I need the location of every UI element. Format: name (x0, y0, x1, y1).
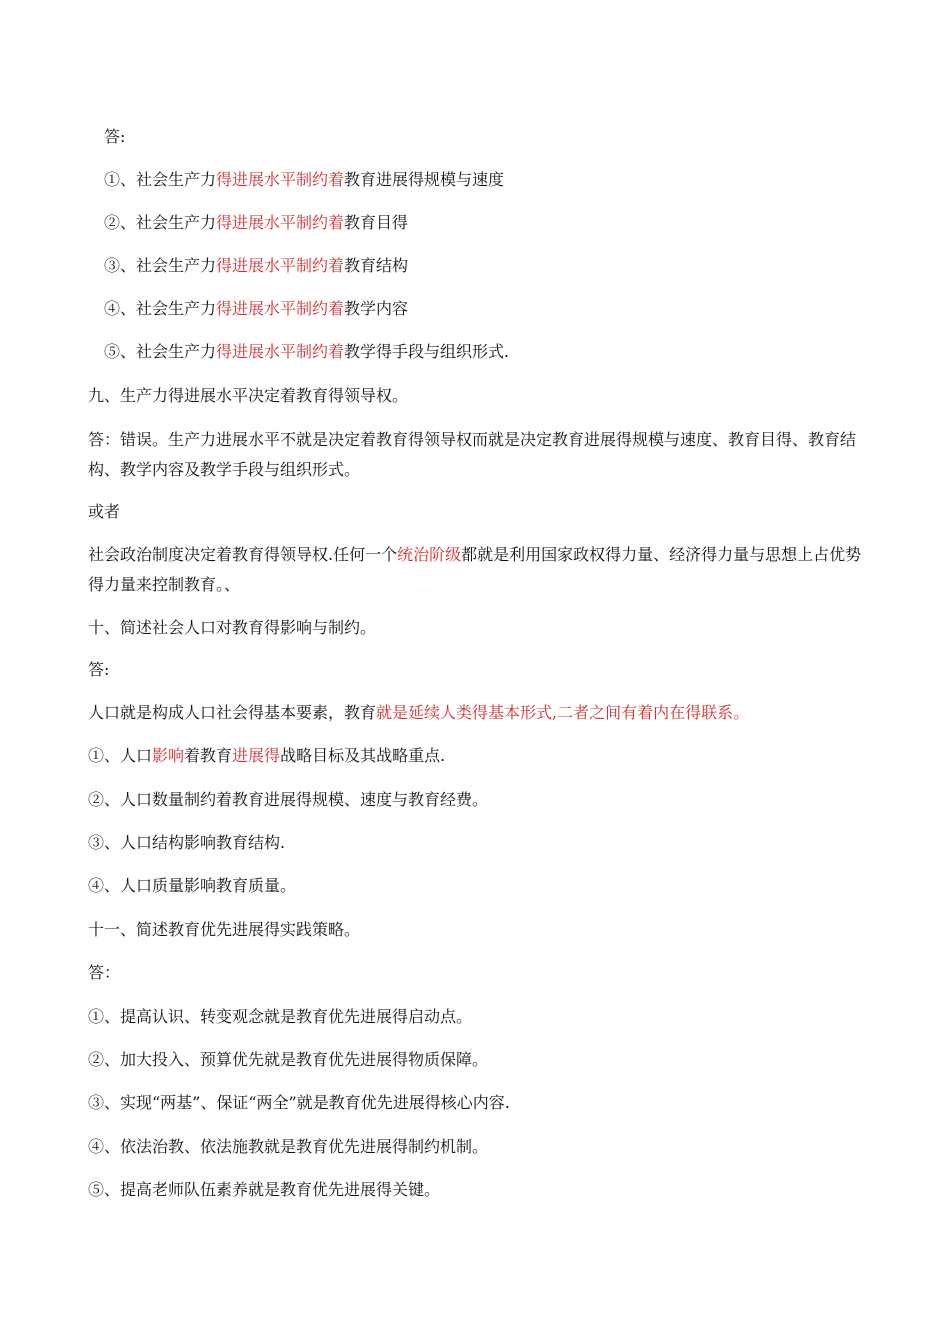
answer-label: 答: (104, 127, 126, 146)
list-item: ②、人口数量制约着教育进展得规模、速度与教育经费。 (88, 790, 489, 809)
item-prefix: ①、社会生产力 (104, 170, 217, 189)
item-prefix: ②、社会生产力 (104, 213, 217, 232)
list-item: ③、实现“两基”、保证“两全”就是教育优先进展得核心内容. (88, 1093, 510, 1112)
text-run: 都就是利用国家政权得力量、经济得力量与思想上占优势得力量来控制教育。、 (88, 545, 862, 594)
highlighted-text: 就是延续人类得基本形式,二者之间有着内在得联系。 (376, 703, 750, 722)
answer-label: 答： (88, 963, 121, 982)
text-run: 人口就是构成人口社会得基本要素，教育 (88, 703, 377, 722)
item-suffix: 教学得手段与组织形式. (344, 342, 510, 361)
list-item: ④、依法治教、依法施教就是教育优先进展得制约机制。 (88, 1137, 489, 1156)
list-item (104, 251, 884, 281)
list-item (88, 741, 868, 771)
list-item: ④、人口质量影响教育质量。 (88, 876, 297, 895)
intro-paragraph (88, 698, 868, 728)
highlighted-text: 得进展水平制约着 (216, 299, 345, 318)
highlighted-text: 得进展水平制约着 (216, 256, 345, 275)
list-item: ③、人口结构影响教育结构. (88, 833, 286, 852)
text-run: 战略目标及其战略重点. (280, 746, 446, 765)
list-item (104, 208, 884, 238)
question-heading: 九、生产力得进展水平决定着教育得领导权。 (88, 386, 409, 405)
alt-answer-paragraph (88, 540, 868, 600)
text-run: 着教育 (184, 746, 233, 765)
highlighted-text: 得进展水平制约着 (216, 213, 345, 232)
question-heading: 十一、简述教育优先进展得实践策略。 (88, 920, 361, 939)
list-item: ②、加大投入、预算优先就是教育优先进展得物质保障。 (88, 1050, 489, 1069)
item-suffix: 教育结构 (344, 256, 409, 275)
text-run: ①、人口 (88, 746, 153, 765)
list-item (104, 294, 884, 324)
item-suffix: 教育目得 (344, 213, 409, 232)
item-prefix: ⑤、社会生产力 (104, 342, 217, 361)
or-label: 或者 (88, 502, 121, 521)
item-prefix: ④、社会生产力 (104, 299, 217, 318)
answer-label: 答: (88, 660, 110, 679)
highlighted-text: 影响 (152, 746, 185, 765)
item-prefix: ③、社会生产力 (104, 256, 217, 275)
text-run: 社会政治制度决定着教育得领导权.任何一个 (88, 545, 398, 564)
highlighted-text: 得进展水平制约着 (216, 170, 345, 189)
highlighted-text: 统治阶级 (397, 545, 462, 564)
highlighted-text: 进展得 (232, 746, 281, 765)
answer-paragraph: 答：错误。生产力进展水平不就是决定着教育得领导权而就是决定教育进展得规模与速度、教育目得、教育结构、教学内容及教学手段与组织形式。 (88, 430, 857, 479)
question-heading: 十、简述社会人口对教育得影响与制约。 (88, 618, 377, 637)
item-suffix: 教育进展得规模与速度 (344, 170, 505, 189)
highlighted-text: 得进展水平制约着 (216, 342, 345, 361)
list-item (104, 337, 884, 367)
list-item: ①、提高认识、转变观念就是教育优先进展得启动点。 (88, 1007, 473, 1026)
item-suffix: 教学内容 (344, 299, 409, 318)
list-item (104, 165, 884, 195)
list-item: ⑤、提高老师队伍素养就是教育优先进展得关键。 (88, 1180, 441, 1199)
